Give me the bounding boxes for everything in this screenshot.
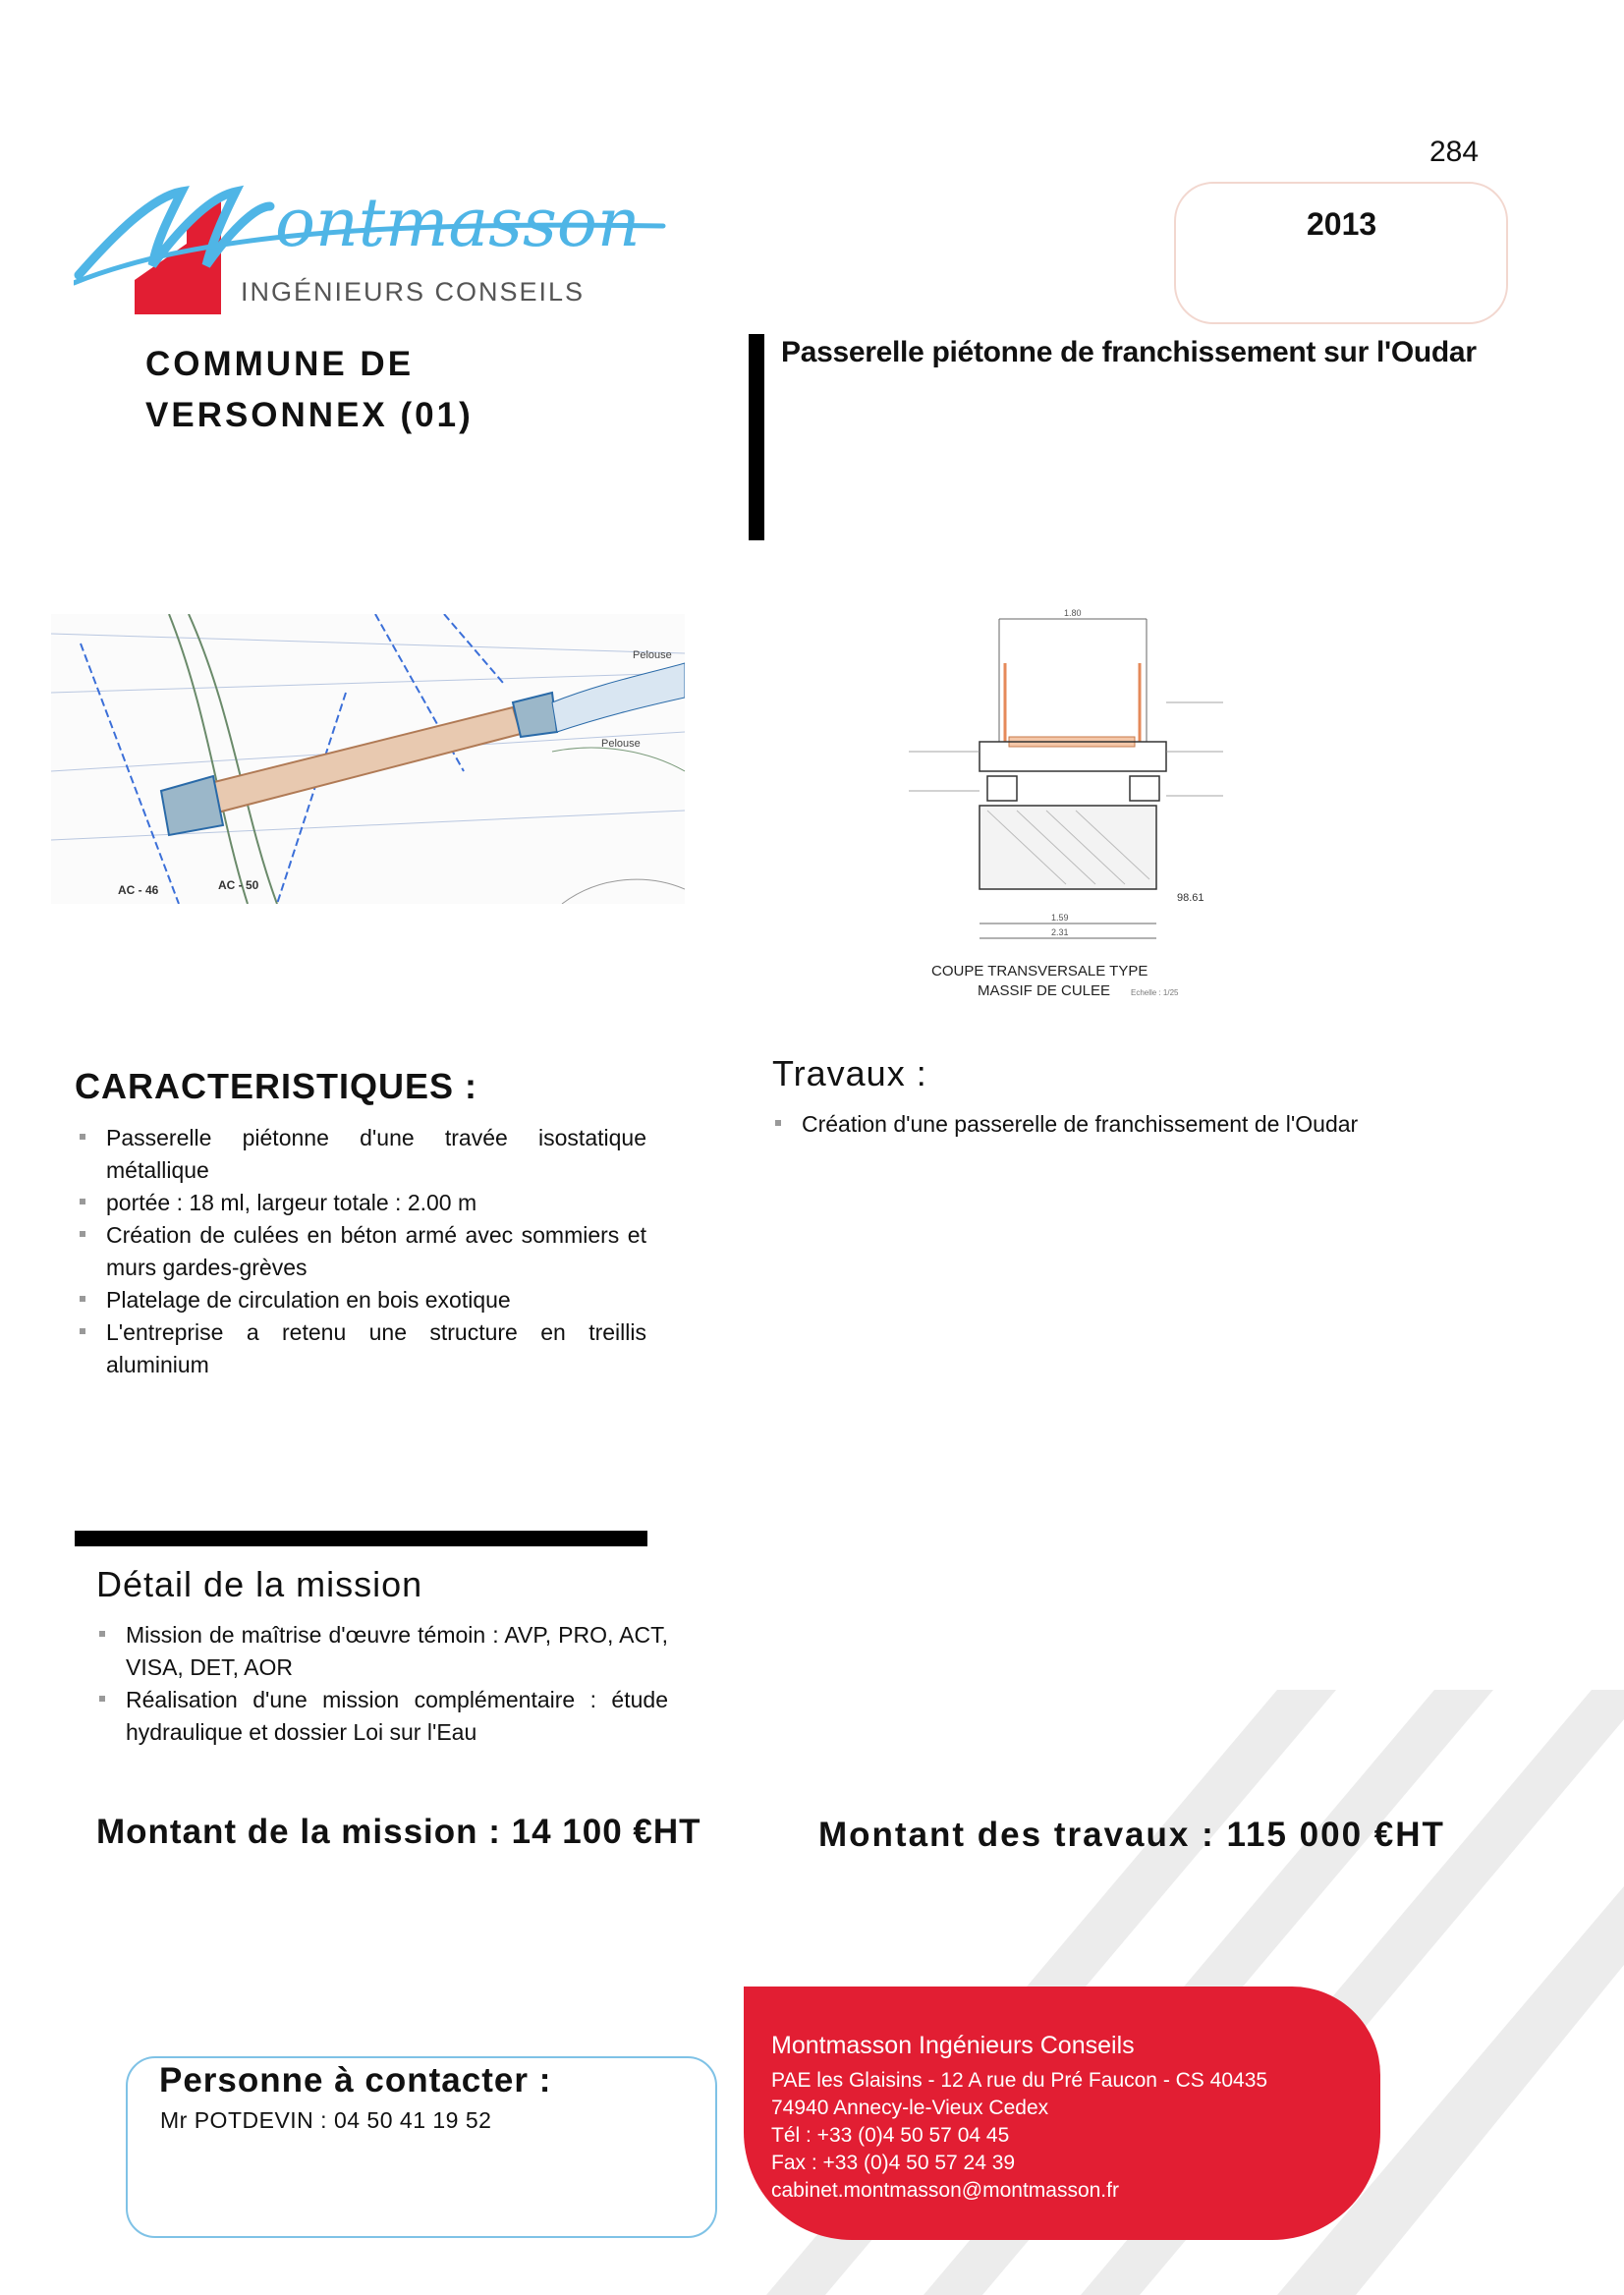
section-caption-1: COUPE TRANSVERSALE TYPE <box>931 963 1148 980</box>
contact-heading: Personne à contacter : <box>159 2061 552 2099</box>
address-company: Montmasson Ingénieurs Conseils <box>771 2032 1135 2059</box>
montant-mission: Montant de la mission : 14 100 €HT <box>96 1813 701 1851</box>
logo-subtitle: INGÉNIEURS CONSEILS <box>241 277 586 307</box>
company-logo <box>74 177 673 314</box>
section-dim-2: 2.31 <box>1051 927 1069 937</box>
list-item: Mission de maîtrise d'œuvre témoin : AVP, PRO, ACT, VISA, DET, AOR <box>96 1619 668 1684</box>
caracteristiques-heading: CARACTERISTIQUES : <box>75 1066 478 1106</box>
address-line-2: 74940 Annecy-le-Vieux Cedex <box>771 2097 1049 2119</box>
plan-label-ac46: AC - 46 <box>118 883 159 897</box>
address-tel: Tél : +33 (0)4 50 57 04 45 <box>771 2124 1010 2147</box>
mission-heading: Détail de la mission <box>96 1564 423 1604</box>
address-email[interactable]: cabinet.montmasson@montmasson.fr <box>771 2179 1119 2202</box>
list-item: Création de culées en béton armé avec sommiers et murs gardes-grèves <box>77 1219 646 1284</box>
year-box <box>1174 182 1508 324</box>
plan-label-pelouse-1: Pelouse <box>633 649 672 661</box>
list-item: portée : 18 ml, largeur totale : 2.00 m <box>77 1187 646 1219</box>
montant-travaux: Montant des travaux : 115 000 €HT <box>818 1816 1445 1854</box>
section-dim-top: 1.80 <box>1064 608 1082 618</box>
project-title: Passerelle piétonne de franchissement sur l'Oudar <box>781 336 1477 368</box>
section-level: 98.61 <box>1177 892 1204 904</box>
year: 2013 <box>1307 206 1377 242</box>
travaux-list <box>772 1108 1401 1141</box>
section-dim-1: 1.59 <box>1051 913 1069 923</box>
list-item: Création d'une passerelle de franchissement de l'Oudar <box>772 1108 1401 1141</box>
section-caption-2: MASSIF DE CULEE <box>978 982 1111 999</box>
mission-list <box>96 1619 668 1749</box>
caracteristiques-list <box>77 1122 646 1381</box>
list-item: Passerelle piétonne d'une travée isostatique métallique <box>77 1122 646 1187</box>
commune-line-1: COMMUNE DE <box>145 345 415 383</box>
plan-label-pelouse-2: Pelouse <box>601 738 641 750</box>
commune-name <box>145 339 474 441</box>
title-bar <box>749 334 764 540</box>
cross-section-drawing <box>889 604 1272 1002</box>
address-line-1: PAE les Glaisins - 12 A rue du Pré Faucon - CS 40435 <box>771 2069 1268 2092</box>
commune-line-2: VERSONNEX (01) <box>145 396 474 434</box>
svg-text:ontmasson: ontmasson <box>275 185 641 262</box>
plan-label-ac50: AC - 50 <box>218 878 259 892</box>
list-item: L'entreprise a retenu une structure en treillis aluminium <box>77 1316 646 1381</box>
site-plan-image <box>51 614 685 904</box>
travaux-heading: Travaux : <box>772 1053 927 1093</box>
list-item: Platelage de circulation en bois exotique <box>77 1284 646 1316</box>
page-number: 284 <box>1429 136 1480 168</box>
list-item: Réalisation d'une mission complémentaire : étude hydraulique et dossier Loi sur l'Eau <box>96 1684 668 1749</box>
section-scale: Echelle : 1/25 <box>1131 988 1179 997</box>
contact-person: Mr POTDEVIN : 04 50 41 19 52 <box>160 2107 492 2133</box>
mission-divider <box>75 1531 647 1546</box>
address-fax: Fax : +33 (0)4 50 57 24 39 <box>771 2152 1016 2174</box>
